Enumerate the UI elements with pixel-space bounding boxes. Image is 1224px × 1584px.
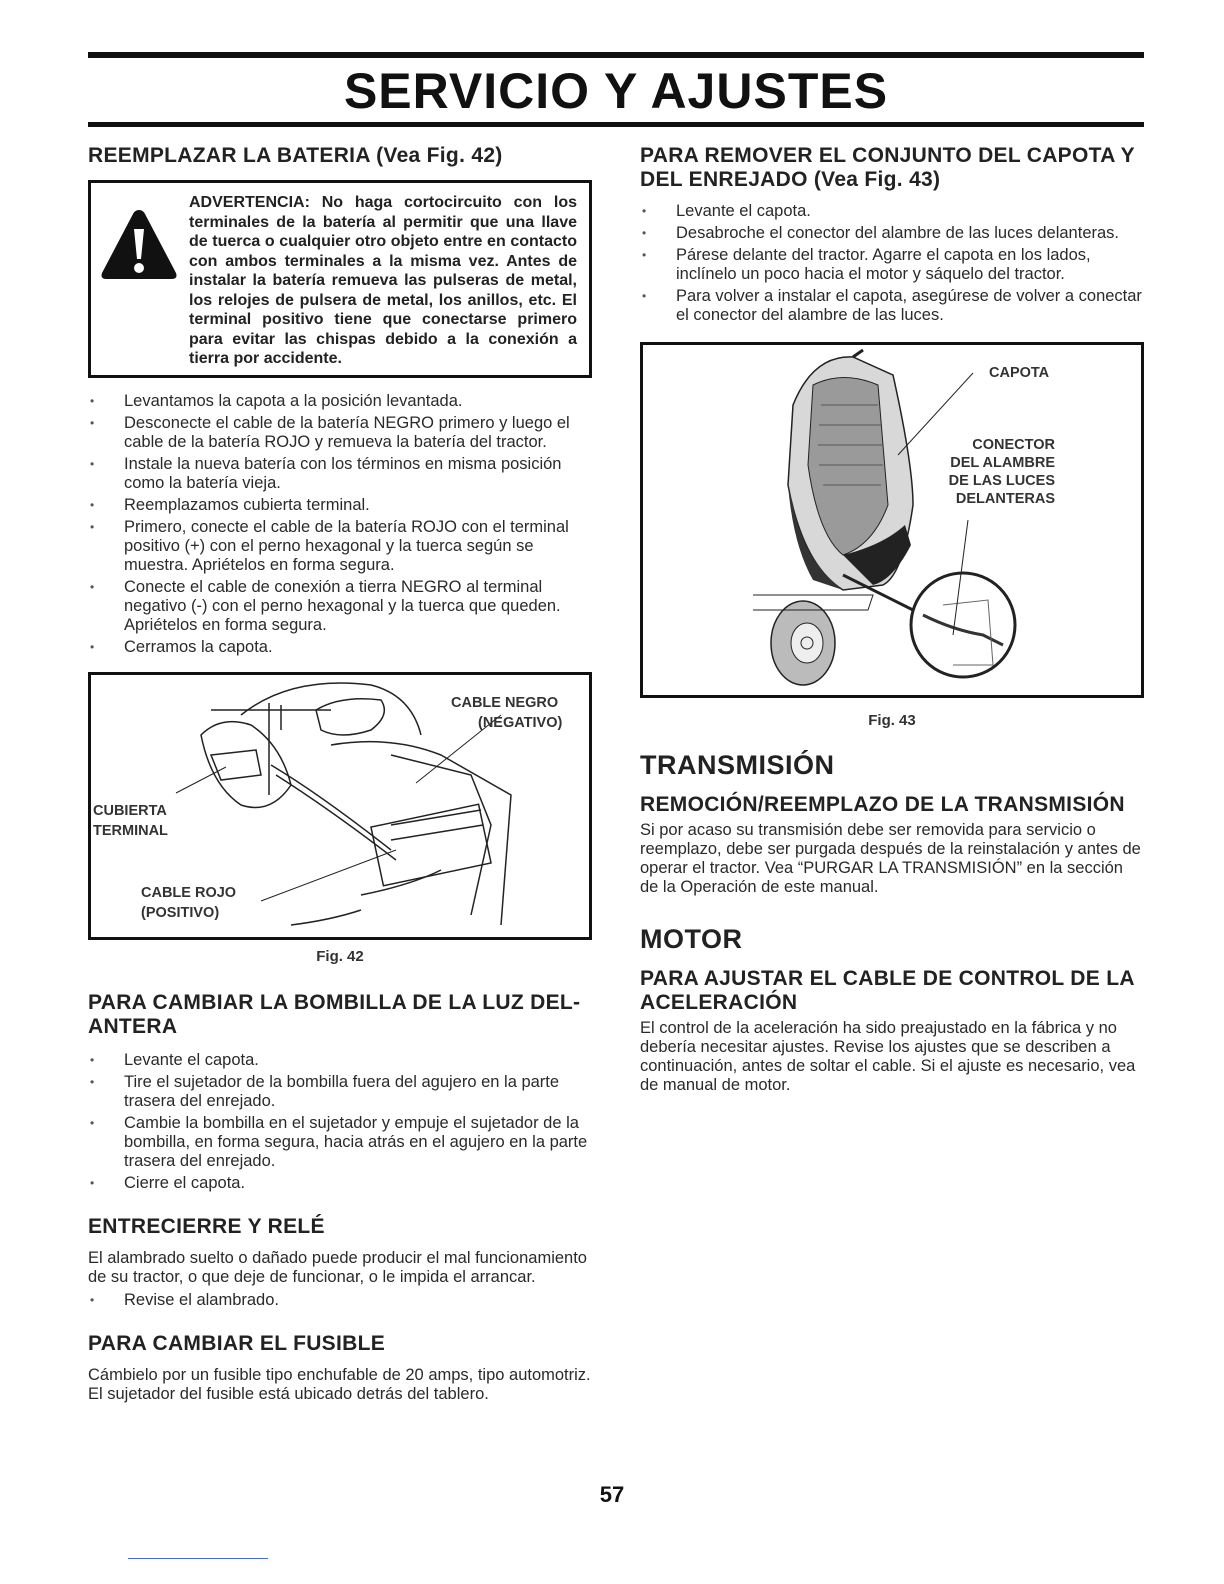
label-cable-rojo: CABLE ROJO	[141, 885, 237, 901]
label-negativo: (NEGATIVO)	[478, 715, 563, 731]
fuse-text: Cámbielo por un fusible tipo enchufable de 20 amps, tipo automotriz. El sujetador del fusible está ubicado detrás del tablero.	[88, 1366, 591, 1403]
footer-link-line	[128, 1558, 268, 1559]
label-conector: CONECTOR	[972, 437, 1055, 453]
hood-heading: PARA REMOVER EL CONJUNTO DEL CAPOTA Y DEL ENREJADO (Vea Fig. 43)	[640, 144, 1135, 191]
page-title: SERVICIO Y AJUSTES	[343, 63, 889, 119]
right-column	[640, 138, 1144, 1095]
label-terminal: TERMINAL	[93, 823, 168, 839]
warning-triangle-icon	[99, 193, 189, 365]
battery-heading: REEMPLAZAR LA BATERIA (Vea Fig. 42)	[88, 144, 503, 167]
relay-steps	[88, 1291, 592, 1310]
page-number: 57	[599, 1482, 625, 1507]
bulb-step-item: • Cierre el capota.	[88, 1174, 592, 1193]
label-capota: CAPOTA	[989, 365, 1050, 381]
bulb-step-item: • Levante el capota.	[88, 1051, 592, 1070]
battery-steps	[88, 392, 592, 657]
label-positivo: (POSITIVO)	[141, 905, 220, 921]
label-de-las-luces: DE LAS LUCES	[948, 473, 1055, 489]
battery-step-item: • Reemplazamos cubierta terminal.	[88, 496, 592, 515]
bulb-step-item: • Cambie la bombilla en el sujetador y empuje el sujetador de la bombilla, en forma segura, hacia atrás en el agujero en la parte trasera del enrejado.	[88, 1114, 592, 1171]
transmission-heading: REMOCIÓN/REEMPLAZO DE LA TRANSMISIÓN	[640, 793, 1125, 816]
label-cable-negro: CABLE NEGRO	[451, 695, 559, 711]
relay-text: El alambrado suelto o dañado puede producir el mal funcionamiento de su tractor, o que deje de funcionar, o le impida el arrancar.	[88, 1249, 587, 1286]
label-cubierta: CUBIERTA	[93, 803, 167, 819]
bulb-steps	[88, 1051, 592, 1193]
transmission-section-title: TRANSMISIÓN	[640, 750, 835, 780]
figure-42-caption: Fig. 42	[316, 948, 364, 965]
battery-step-item: • Primero, conecte el cable de la batería ROJO con el terminal positivo (+) con el perno hexagonal y la tuerca según se muestra. Apriételos en forma segura.	[88, 518, 592, 575]
hood-step-item: • Desabroche el conector del alambre de las luces delanteras.	[640, 224, 1144, 243]
transmission-text: Si por acaso su transmisión debe ser removida para servicio o reemplazo, debe ser purgada después de la reinstalación y antes de operar el tractor. Vea “PURGAR LA TRANSMISIÓN” en la sección de la Operación de este manual.	[640, 821, 1141, 896]
figure-42-battery	[88, 672, 592, 940]
title-rule-bottom	[88, 122, 1144, 127]
motor-heading: PARA AJUSTAR EL CABLE DE CONTROL DE LA ACELERACIÓN	[640, 967, 1135, 1014]
battery-step-item: • Levantamos la capota a la posición levantada.	[88, 392, 592, 411]
left-column	[88, 138, 592, 1404]
hood-steps	[640, 202, 1144, 325]
hood-step-item: • Párese delante del tractor. Agarre el capota en los lados, inclínelo un poco hacia el motor y sáquelo del tractor.	[640, 246, 1144, 284]
title-rule-top	[88, 52, 1144, 58]
figure-43-hood	[640, 342, 1144, 698]
hood-illustration	[643, 345, 1141, 695]
bulb-heading: PARA CAMBIAR LA BOMBILLA DE LA LUZ DEL-ANTERA	[88, 991, 581, 1038]
battery-step-item: • Conecte el cable de conexión a tierra NEGRO al terminal negativo (-) con el perno hexagonal y la tuerca que queden. Apriételos en forma segura.	[88, 578, 592, 635]
label-del-alambre: DEL ALAMBRE	[950, 455, 1055, 471]
warning-box	[88, 180, 592, 378]
hood-step-item: • Levante el capota.	[640, 202, 1144, 221]
battery-step-item: • Desconecte el cable de la batería NEGRO primero y luego el cable de la batería ROJO y remueva la batería del tractor.	[88, 414, 592, 452]
fuse-heading: PARA CAMBIAR EL FUSIBLE	[88, 1332, 386, 1355]
battery-step-item: • Cerramos la capota.	[88, 638, 592, 657]
hood-step-item: • Para volver a instalar el capota, asegúrese de volver a conectar el conector del alambre de las luces.	[640, 287, 1144, 325]
figure-43-caption: Fig. 43	[868, 712, 916, 729]
warning-text: ADVERTENCIA: No haga cortocircuito con los terminales de la batería al permitir que una llave de tuerca o cualquier otro objeto entre en contacto con ambos terminales a la misma vez. Antes de instalar la batería remueva las pulseras de metal, los relojes de pulsera de metal, los anillos, etc. El terminal positivo tiene que conectarse primero para evitar las chispas debido a la conexión a tierra por accidente.	[189, 194, 577, 367]
label-delanteras: DELANTERAS	[955, 491, 1055, 507]
relay-step-item: • Revise el alambrado.	[88, 1291, 592, 1310]
motor-section-title: MOTOR	[640, 924, 743, 954]
battery-step-item: • Instale la nueva batería con los términos en misma posición como la batería vieja.	[88, 455, 592, 493]
relay-heading: ENTRECIERRE Y RELÉ	[88, 1215, 325, 1238]
motor-text: El control de la aceleración ha sido preajustado en la fábrica y no debería necesitar ajustes. Revise los ajustes que se describen a continuación, antes de soltar el cable. Si el ajuste es necesario, vea de manual de motor.	[640, 1019, 1136, 1094]
bulb-step-item: • Tire el sujetador de la bombilla fuera del agujero en la parte trasera del enrejado.	[88, 1073, 592, 1111]
